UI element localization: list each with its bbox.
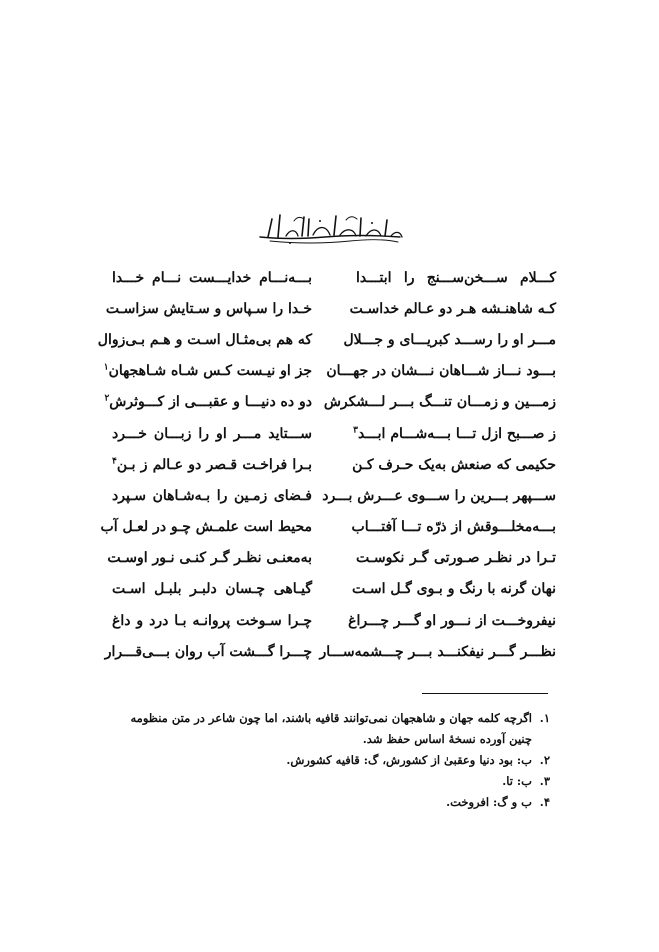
footnote-text: اگرچه کلمه جهان و شاهجهان نمی‌توانند قافیه باشند، اما چون شاعر در متن منظومه چنین آورده نسخهٔ اساس حفظ شد. [130,711,532,746]
footnote [104,708,550,750]
verse-hemistich-right: ز صـــبح ازل تـــا بـــه‌شـــام ابـــد$^۳$ [353,424,556,442]
basmala-calligraphy [250,207,410,247]
verse-row [112,449,556,480]
verse-hemistich-right: کـــلام ســـخن‌ســـنج را ابتـــدا [356,269,556,286]
verse-hemistich-left: محیط است علمـش چـو در لعـل آب [100,519,312,536]
verse-row [112,605,556,636]
verse-hemistich-right: تـرا در نظـر صـورتی گـر نکوسـت [356,550,556,567]
footnote-text: ب: تا. [502,774,532,788]
verse-row [97,324,556,355]
verse-hemistich-right: بـــه‌مخلـــوقش از ذرّه تـــا آفتـــاب [351,519,556,536]
verse-row [105,293,556,324]
verse-hemistich-right: مـــر او را رســـد کبریـــای و جـــلال [343,331,556,348]
verse-hemistich-left: خـدا را سـپاس و سـتایش سزاسـت [105,300,312,317]
verse-row [103,356,556,387]
verse-row [104,636,556,667]
verse-hemistich-left: چـرا سـوخت پروانـه بـا درد و داغ [112,612,312,629]
footnotes [104,708,550,813]
verse-hemistich-right: کـه شاهنـشه هـر دو عـالم خداسـت [349,300,556,317]
verse-row [112,418,556,449]
verse-row [100,512,556,543]
footnote [104,771,550,792]
verse-hemistich-right: ســـپهر بـــرین را ســـوی عـــرش بـــرد [322,487,556,504]
verse-hemistich-right: زمـــین و زمـــان تنـــگ بـــر لـــشکرش [323,394,556,411]
footnote-number: ۲. [539,753,550,767]
footnote-text: ب: بود دنیا وعقبیٰ از کشورش، گ: قافیه کشورش. [286,753,532,767]
verse-hemistich-left: که هم بی‌مثـال اسـت و هـم بـی‌زوال [97,331,312,348]
verse-hemistich-left: جز او نیـست کـس شـاه شـاهجهان$^۱$ [103,362,312,380]
verse-hemistich-left: دو ده دنیـــا و عقبـــی از کـــوثرش$^۲$ [104,393,312,411]
verse-hemistich-left: گیـاهی چـسان دلبـر بلبـل اسـت [112,581,312,598]
verse-hemistich-left: فـضای زمـین را بـه‌شـاهان سـپرد [112,487,312,504]
verse-hemistich-right: نهان گرنه با رنگ و بـوی گـل اسـت [352,581,556,598]
footnote-text: ب و گ: افروخت. [446,795,532,809]
footnote-number: ۳. [539,774,550,788]
verse-row [112,574,556,605]
verse-hemistich-left: چـــرا گـــشت آب روان بـــی‌قـــرار [104,643,312,660]
verse-hemistich-left: بـــه‌نـــام خدایـــست نـــام خـــدا [112,269,312,286]
footnote-divider [422,693,548,694]
verse-hemistich-right: حکیمی که صنعش به‌یک حـرف کـن [352,456,556,473]
footnote-number: ۴. [539,795,550,809]
verse-row [104,387,556,418]
verse-hemistich-right: نیفروخـــت از نـــور او گـــر چـــراغ [348,612,556,629]
verse-hemistich-right: بـــود نـــاز شـــاهان نـــشان در جهـــان [326,363,556,380]
verse-hemistich-left: ســـتاید مـــر او را زبـــان خـــرد [112,425,312,442]
verse-hemistich-left: بـرا فراخـت قـصر دو عـالم ز بـن$^۴$ [112,456,312,473]
verse-row [112,262,556,293]
verse-hemistich-left: به‌معنـی نظـر گـر کنـی نـور اوسـت [107,550,312,567]
verse-row [107,543,556,574]
footnote-number: ۱. [539,711,550,725]
verse-row [112,480,556,511]
verse-hemistich-right: نظـــر گـــر نیفکنـــد بـــر چـــشمه‌ســـار [319,643,556,660]
poem-verses [97,262,556,667]
footnote [104,750,550,771]
footnote [104,792,550,813]
